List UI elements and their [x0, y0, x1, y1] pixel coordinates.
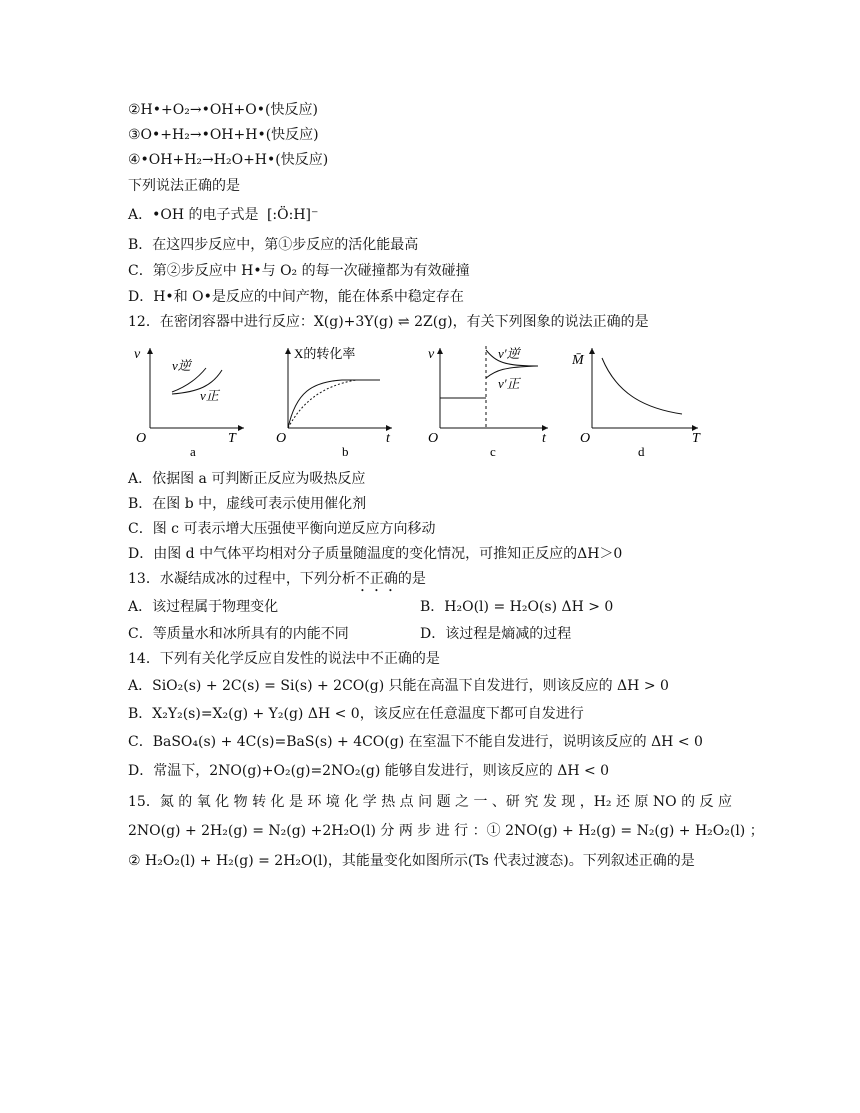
- fig-a-curve1: v逆: [172, 358, 191, 373]
- fig-b-ylabel: X的转化率: [294, 346, 356, 361]
- fig-b-xlabel: t: [386, 431, 390, 446]
- q13-stem-pre: 13．水凝结成冰的过程中，下列分析: [128, 571, 356, 587]
- q11-option-c: C．第②步反应中 H•与 O₂ 的每一次碰撞都为有效碰撞: [128, 263, 470, 279]
- q12-option-b: B．在图 b 中，虚线可表示使用催化剂: [128, 496, 367, 512]
- fig-a-curve2: v正: [200, 388, 219, 403]
- q14-option-d: D．常温下，2NO(g)+O₂(g)=2NO₂(g) 能够自发进行，则该反应的 ΔH < 0: [128, 763, 610, 779]
- q11-option-a: [128, 206, 318, 224]
- fig-d-xlabel: T: [692, 431, 700, 446]
- q15-line-3: ② H₂O₂(l) + H₂(g) = 2H₂O(l)，其能量变化如图所示(Ts 代表过渡态)。下列叙述正确的是: [128, 853, 695, 869]
- fig-b-origin: O: [276, 431, 287, 446]
- figure-a: [128, 342, 258, 464]
- fig-a-caption: a: [190, 444, 196, 459]
- q13-stem-emphasis: 不正确: [355, 571, 398, 587]
- fig-c-curve2: v′正: [498, 376, 520, 391]
- q15-line-1: 15．氮 的 氧 化 物 转 化 是 环 境 化 学 热 点 问 题 之 一 、研 究 发 现 ，H₂ 还 原 NO 的 反 应: [128, 794, 732, 810]
- fig-c-origin: O: [428, 431, 439, 446]
- curve-dashed: [288, 380, 356, 428]
- reaction-step-3: ③O•+H₂→•OH+H•(快反应): [128, 127, 319, 143]
- reaction-step-4: ④•OH+H₂→H₂O+H•(快反应): [128, 152, 329, 168]
- fig-c-ylabel: v: [428, 347, 435, 362]
- q13-stem-post: 的是: [397, 571, 426, 587]
- curve-avg-molar-mass: [602, 358, 682, 414]
- figure-d: [572, 342, 712, 464]
- reaction-step-2: ②H•+O₂→•OH+O•(快反应): [128, 102, 318, 118]
- fig-a-xlabel: T: [228, 431, 236, 446]
- fig-c-curve1: v′逆: [498, 346, 520, 361]
- figure-b: [272, 342, 402, 464]
- fig-c-caption: c: [490, 444, 496, 459]
- q14-option-c: C．BaSO₄(s) + 4C(s)=BaS(s) + 4CO(g) 在室温下不能自发进行，说明该反应的 ΔH < 0: [128, 734, 703, 750]
- q14-option-a: A．SiO₂(s) + 2C(s) = Si(s) + 2CO(g) 只能在高温下自发进行，则该反应的 ΔH > 0: [128, 678, 669, 694]
- q12-option-a: A．依据图 a 可判断正反应为吸热反应: [128, 471, 366, 487]
- q12-stem: 12．在密闭容器中进行反应：X(g)+3Y(g) ⇌ 2Z(g)，有关下列图象的说法正确的是: [128, 314, 649, 330]
- q13-option-b: B．H₂O(l) = H₂O(s) ΔH > 0: [420, 599, 614, 615]
- q12-option-c: C．图 c 可表示增大压强使平衡向逆反应方向移动: [128, 521, 436, 537]
- q13-stem: [128, 570, 426, 595]
- lewis-structure: [:Ö:H]⁻: [266, 207, 319, 223]
- fig-c-xlabel: t: [542, 431, 546, 446]
- q11-option-a-text: A．•OH 的电子式是: [128, 207, 259, 223]
- q13-option-a: A．该过程属于物理变化: [128, 599, 279, 615]
- q14-option-b: B．X₂Y₂(s)=X₂(g) + Y₂(g) ΔH < 0，该反应在任意温度下都可自发进行: [128, 706, 584, 722]
- q14-stem: 14．下列有关化学反应自发性的说法中不正确的是: [128, 651, 440, 667]
- q11-stem: 下列说法正确的是: [128, 178, 240, 194]
- fig-a-origin: O: [136, 431, 147, 446]
- fig-b-caption: b: [342, 444, 349, 459]
- q12-option-d: D．由图 d 中气体平均相对分子质量随温度的变化情况，可推知正反应的ΔH＞0: [128, 546, 623, 562]
- q11-option-d: D．H•和 O•是反应的中间产物，能在体系中稳定存在: [128, 289, 464, 305]
- figure-c: [424, 342, 554, 464]
- q15-line-2: 2NO(g) + 2H₂(g) = N₂(g) +2H₂O(l) 分 两 步 进 行 ：① 2NO(g) + H₂(g) = N₂(g) + H₂O₂(l) ；: [128, 823, 764, 839]
- q13-option-d: D．该过程是熵减的过程: [420, 626, 572, 642]
- q13-option-c: C．等质量水和冰所具有的内能不同: [128, 626, 349, 642]
- fig-d-caption: d: [638, 444, 645, 459]
- curve-solid: [288, 380, 380, 428]
- fig-d-ylabel: M̄: [572, 353, 584, 368]
- q11-option-b: B．在这四步反应中，第①步反应的活化能最高: [128, 237, 419, 253]
- fig-d-origin: O: [580, 431, 591, 446]
- fig-a-ylabel: v: [134, 347, 141, 362]
